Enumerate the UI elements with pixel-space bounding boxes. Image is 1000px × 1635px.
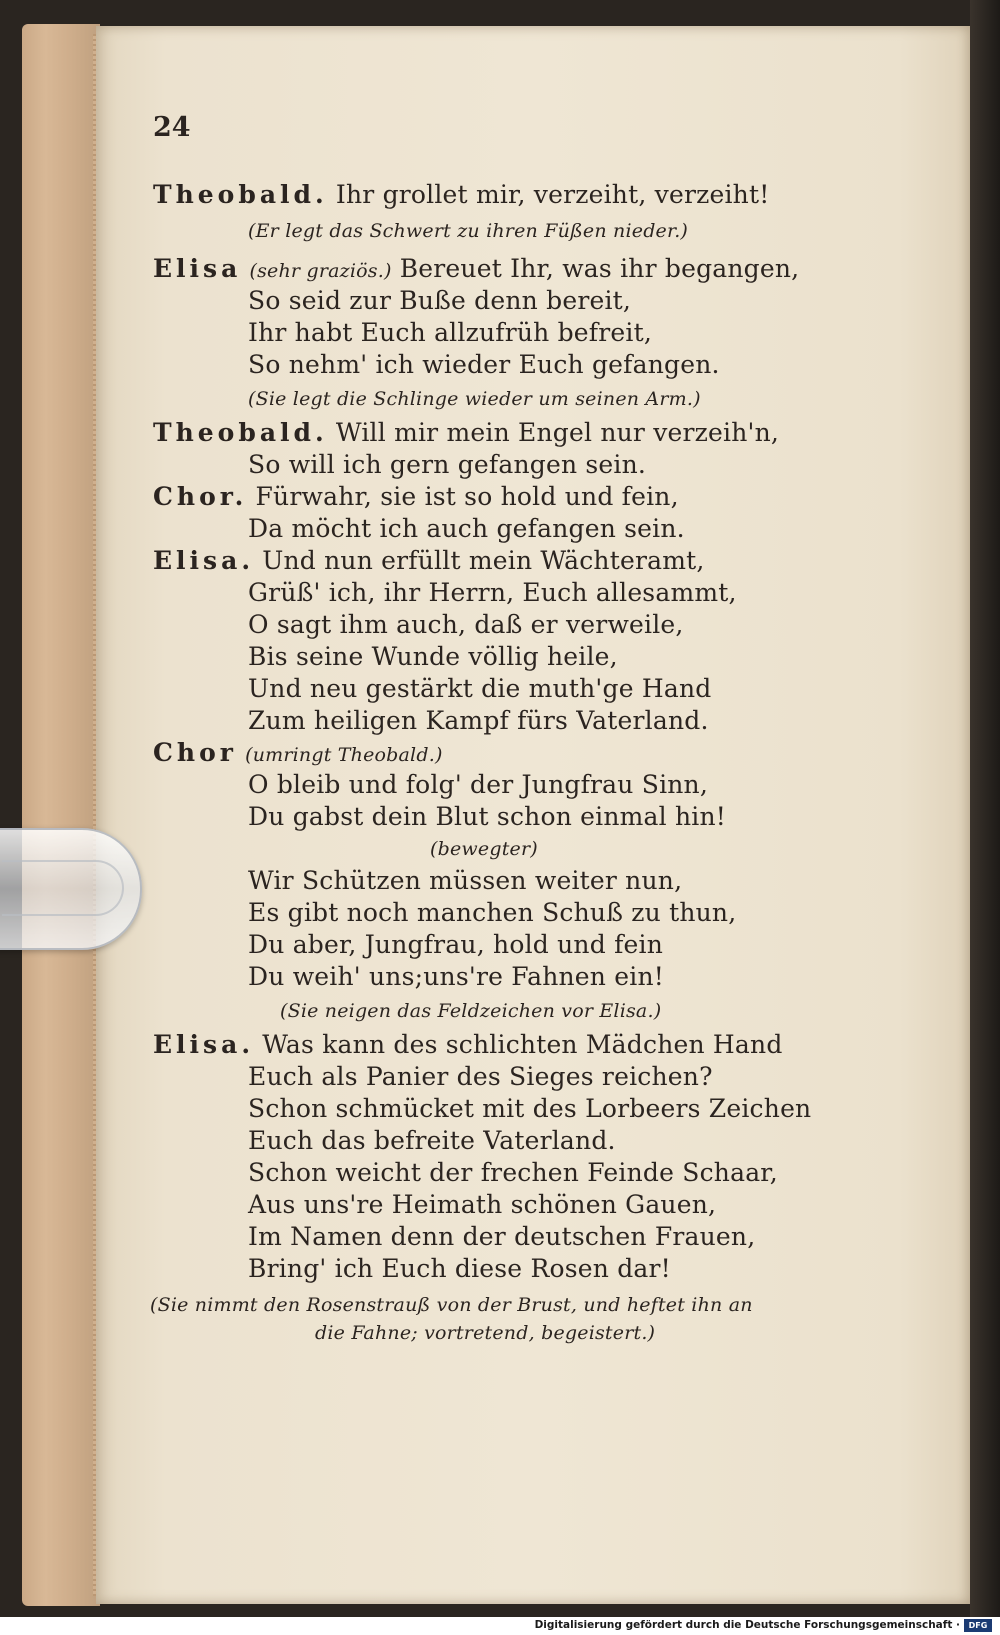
verse-text: Will mir mein Engel nur verzeih'n, xyxy=(335,418,780,447)
stage-direction: (bewegter) xyxy=(430,838,538,860)
speaker-name: Elisa. xyxy=(153,546,255,575)
funding-credit: Digitalisierung gefördert durch die Deutsche Forschungsgemeinschaft · xyxy=(534,1619,960,1631)
verse-text: Und nun erfüllt mein Wächteramt, xyxy=(262,546,705,575)
verse-line: Im Namen denn der deutschen Frauen, xyxy=(248,1222,756,1251)
verse-text: Ihr grollet mir, verzeiht, verzeiht! xyxy=(335,180,770,209)
inline-stage-direction: (umringt Theobald.) xyxy=(245,744,443,766)
stage-direction: (Sie nimmt den Rosenstrauß von der Brust, und heftet ihn an xyxy=(150,1294,753,1316)
dfg-logo: DFG xyxy=(964,1619,992,1632)
verse-text: Fürwahr, sie ist so hold und fein, xyxy=(255,482,679,511)
speaker-name: Elisa. xyxy=(153,1030,255,1059)
verse-line: Wir Schützen müssen weiter nun, xyxy=(248,866,683,895)
verse-line: Du gabst dein Blut schon einmal hin! xyxy=(248,802,727,831)
verse-line: Bring' ich Euch diese Rosen dar! xyxy=(248,1254,671,1283)
verse-line: Schon weicht der frechen Feinde Schaar, xyxy=(248,1158,778,1187)
page-number: 24 xyxy=(153,112,191,143)
footer-bar xyxy=(0,1617,1000,1635)
verse-line: O sagt ihm auch, daß er verweile, xyxy=(248,610,684,639)
verse-line xyxy=(153,418,779,447)
speaker-name: Theobald. xyxy=(153,180,328,209)
verse-line: O bleib und folg' der Jungfrau Sinn, xyxy=(248,770,709,799)
verse-line: So will ich gern gefangen sein. xyxy=(248,450,647,479)
verse-line: Du aber, Jungfrau, hold und fein xyxy=(248,930,664,959)
verse-line xyxy=(153,254,799,283)
stage-direction: (Sie neigen das Feldzeichen vor Elisa.) xyxy=(280,1000,662,1022)
verse-line: Da möcht ich auch gefangen sein. xyxy=(248,514,685,543)
verse-line: Euch das befreite Vaterland. xyxy=(248,1126,616,1155)
verse-line xyxy=(153,738,443,767)
stage-direction: (Er legt das Schwert zu ihren Füßen nieder.) xyxy=(248,220,689,242)
verse-line xyxy=(153,546,705,575)
verse-line: Euch als Panier des Sieges reichen? xyxy=(248,1062,713,1091)
verse-line: Bis seine Wunde völlig heile, xyxy=(248,642,618,671)
verse-line xyxy=(153,1030,783,1059)
verse-line: Zum heiligen Kampf fürs Vaterland. xyxy=(248,706,709,735)
inline-stage-direction: (sehr graziös.) xyxy=(249,260,392,282)
verse-line xyxy=(153,482,679,511)
stage-direction: die Fahne; vortretend, begeistert.) xyxy=(315,1322,656,1344)
speaker-name: Chor. xyxy=(153,482,248,511)
verse-line: Du weih' uns;uns're Fahnen ein! xyxy=(248,962,664,991)
verse-line: So nehm' ich wieder Euch gefangen. xyxy=(248,350,720,379)
verse-text: Was kann des schlichten Mädchen Hand xyxy=(262,1030,783,1059)
verse-line: Schon schmücket mit des Lorbeers Zeichen xyxy=(248,1094,812,1123)
verse-line: So seid zur Buße denn bereit, xyxy=(248,286,632,315)
stage-direction: (Sie legt die Schlinge wieder um seinen Arm.) xyxy=(248,388,701,410)
speaker-name: Chor xyxy=(153,738,237,767)
verse-line xyxy=(153,180,769,209)
verse-line: Und neu gestärkt die muth'ge Hand xyxy=(248,674,712,703)
verse-line: Es gibt noch manchen Schuß zu thun, xyxy=(248,898,737,927)
verse-line: Aus uns're Heimath schönen Gauen, xyxy=(248,1190,717,1219)
verse-text: Bereuet Ihr, was ihr begangen, xyxy=(399,254,800,283)
verse-line: Grüß' ich, ihr Herrn, Euch allesammt, xyxy=(248,578,737,607)
speaker-name: Elisa xyxy=(153,254,242,283)
speaker-name: Theobald. xyxy=(153,418,328,447)
verse-line: Ihr habt Euch allzufrüh befreit, xyxy=(248,318,652,347)
